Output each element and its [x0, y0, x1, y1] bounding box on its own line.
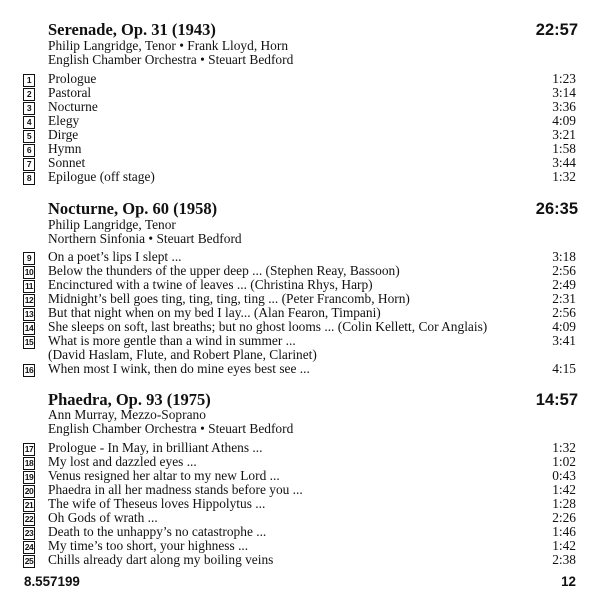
catalog-number: 8.557199 [24, 574, 80, 589]
work-title: Phaedra, Op. 93 (1975) [48, 390, 211, 409]
track-title: Sonnet [48, 155, 86, 170]
track-title: Venus resigned her altar to my new Lord ... [48, 468, 280, 483]
track-number: 15 [24, 337, 34, 347]
track-title: Dirge [48, 127, 79, 142]
track-row [0, 142, 600, 156]
track-title: Epilogue (off stage) [48, 169, 155, 184]
track-list [0, 441, 600, 567]
track-duration: 1:42 [552, 538, 576, 553]
track-row [0, 497, 600, 511]
track-number: 20 [24, 486, 34, 496]
track-duration: 2:38 [552, 552, 576, 567]
track-title-continued: (David Haslam, Flute, and Robert Plane, Clarinet) [48, 347, 317, 362]
track-number: 25 [24, 556, 34, 566]
performers-line: English Chamber Orchestra • Steuart Bedford [48, 52, 294, 67]
track-number: 5 [23, 130, 35, 143]
track-duration: 4:09 [552, 319, 576, 334]
track-duration: 0:43 [552, 468, 576, 483]
track-duration: 2:49 [552, 277, 576, 292]
track-title: My time’s too short, your highness ... [48, 538, 249, 553]
track-number: 18 [24, 458, 34, 468]
performers-line: English Chamber Orchestra • Steuart Bedford [48, 421, 294, 436]
track-duration: 1:32 [552, 169, 576, 184]
track-duration: 3:44 [552, 155, 576, 170]
track-title: Chills already dart along my boiling veins [48, 552, 274, 567]
track-row [0, 511, 600, 525]
track-duration: 3:18 [552, 249, 576, 264]
track-duration: 1:32 [552, 440, 576, 455]
track-title: Hymn [48, 141, 82, 156]
track-number: 13 [24, 309, 34, 319]
track-list [0, 250, 600, 376]
track-duration: 1:02 [552, 454, 576, 469]
performers-line: Ann Murray, Mezzo-Soprano [48, 407, 206, 422]
track-duration: 3:41 [552, 333, 576, 348]
track-title: Encinctured with a twine of leaves ... (Christina Rhys, Harp) [48, 277, 373, 292]
track-duration: 1:58 [552, 141, 576, 156]
track-title: But that night when on my bed I lay... (Alan Fearon, Timpani) [48, 305, 381, 320]
track-title: Nocturne [48, 99, 98, 114]
track-duration: 3:36 [552, 99, 576, 114]
page-number: 12 [561, 574, 576, 589]
track-row [0, 455, 600, 469]
track-list [0, 72, 600, 184]
track-row [0, 128, 600, 142]
performers-line: Philip Langridge, Tenor • Frank Lloyd, Horn [48, 38, 289, 53]
track-row [0, 306, 600, 320]
performers-line: Northern Sinfonia • Steuart Bedford [48, 231, 242, 246]
track-number: 22 [24, 514, 34, 524]
track-number: 6 [23, 144, 35, 157]
track-title: Oh Gods of wrath ... [48, 510, 158, 525]
track-title: Prologue - In May, in brilliant Athens ... [48, 440, 263, 455]
track-duration: 4:15 [552, 361, 576, 376]
track-number: 10 [24, 267, 34, 277]
track-row [0, 469, 600, 483]
track-duration: 1:46 [552, 524, 576, 539]
track-row [0, 170, 600, 184]
track-title: Elegy [48, 113, 80, 128]
track-number: 19 [24, 472, 34, 482]
work-total-duration: 26:35 [535, 200, 578, 218]
track-row [0, 292, 600, 306]
track-number: 14 [24, 323, 34, 333]
track-duration: 3:14 [552, 85, 576, 100]
track-number: 11 [25, 281, 33, 291]
track-row [0, 525, 600, 539]
track-duration: 3:21 [552, 127, 576, 142]
track-row [0, 441, 600, 455]
track-title: What is more gentle than a wind in summer ... [48, 333, 296, 348]
track-row [0, 86, 600, 100]
track-number: 12 [24, 295, 34, 305]
track-title: Phaedra in all her madness stands before you ... [48, 482, 303, 497]
track-title: She sleeps on soft, last breaths; but no ghost looms ... (Colin Kellett, Cor Anglais) [48, 319, 488, 334]
track-number: 1 [23, 74, 35, 87]
track-row [0, 539, 600, 553]
track-row [0, 100, 600, 114]
track-duration: 1:28 [552, 496, 576, 511]
work-title: Nocturne, Op. 60 (1958) [48, 199, 218, 218]
track-duration: 4:09 [552, 113, 576, 128]
track-row [0, 264, 600, 278]
track-row [0, 320, 600, 334]
track-title: On a poet’s lips I slept ... [48, 249, 182, 264]
work-total-duration: 14:57 [535, 391, 578, 409]
track-duration: 2:56 [552, 263, 576, 278]
track-number: 8 [23, 172, 35, 185]
track-number: 23 [24, 528, 34, 538]
track-number: 24 [24, 542, 34, 552]
track-row [0, 362, 600, 376]
track-duration: 1:23 [552, 71, 576, 86]
track-duration: 2:31 [552, 291, 576, 306]
track-title: Below the thunders of the upper deep ... (Stephen Reay, Bassoon) [48, 263, 400, 278]
track-row [0, 250, 600, 264]
track-title: When most I wink, then do mine eyes best see ... [48, 361, 310, 376]
track-duration: 2:56 [552, 305, 576, 320]
track-row [0, 483, 600, 497]
track-number: 17 [24, 444, 34, 454]
track-number: 21 [24, 500, 34, 510]
track-number: 3 [23, 102, 35, 115]
track-title: Death to the unhappy’s no catastrophe ... [48, 524, 267, 539]
track-title: The wife of Theseus loves Hippolytus ... [48, 496, 266, 511]
track-row [0, 553, 600, 567]
track-number: 9 [23, 252, 35, 265]
work-title: Serenade, Op. 31 (1943) [48, 20, 216, 39]
track-duration: 1:42 [552, 482, 576, 497]
track-duration: 2:26 [552, 510, 576, 525]
track-number: 16 [24, 365, 34, 375]
track-row [0, 156, 600, 170]
track-number: 4 [23, 116, 35, 129]
track-row [0, 72, 600, 86]
track-title: Pastoral [48, 85, 92, 100]
track-number: 2 [23, 88, 35, 101]
track-row [0, 334, 600, 362]
track-title: Prologue [48, 71, 97, 86]
track-title: Midnight’s bell goes ting, ting, ting, ting ... (Peter Francomb, Horn) [48, 291, 410, 306]
track-row [0, 278, 600, 292]
track-row [0, 114, 600, 128]
track-title: My lost and dazzled eyes ... [48, 454, 197, 469]
work-total-duration: 22:57 [535, 21, 578, 39]
performers-line: Philip Langridge, Tenor [48, 217, 176, 232]
track-number: 7 [23, 158, 35, 171]
